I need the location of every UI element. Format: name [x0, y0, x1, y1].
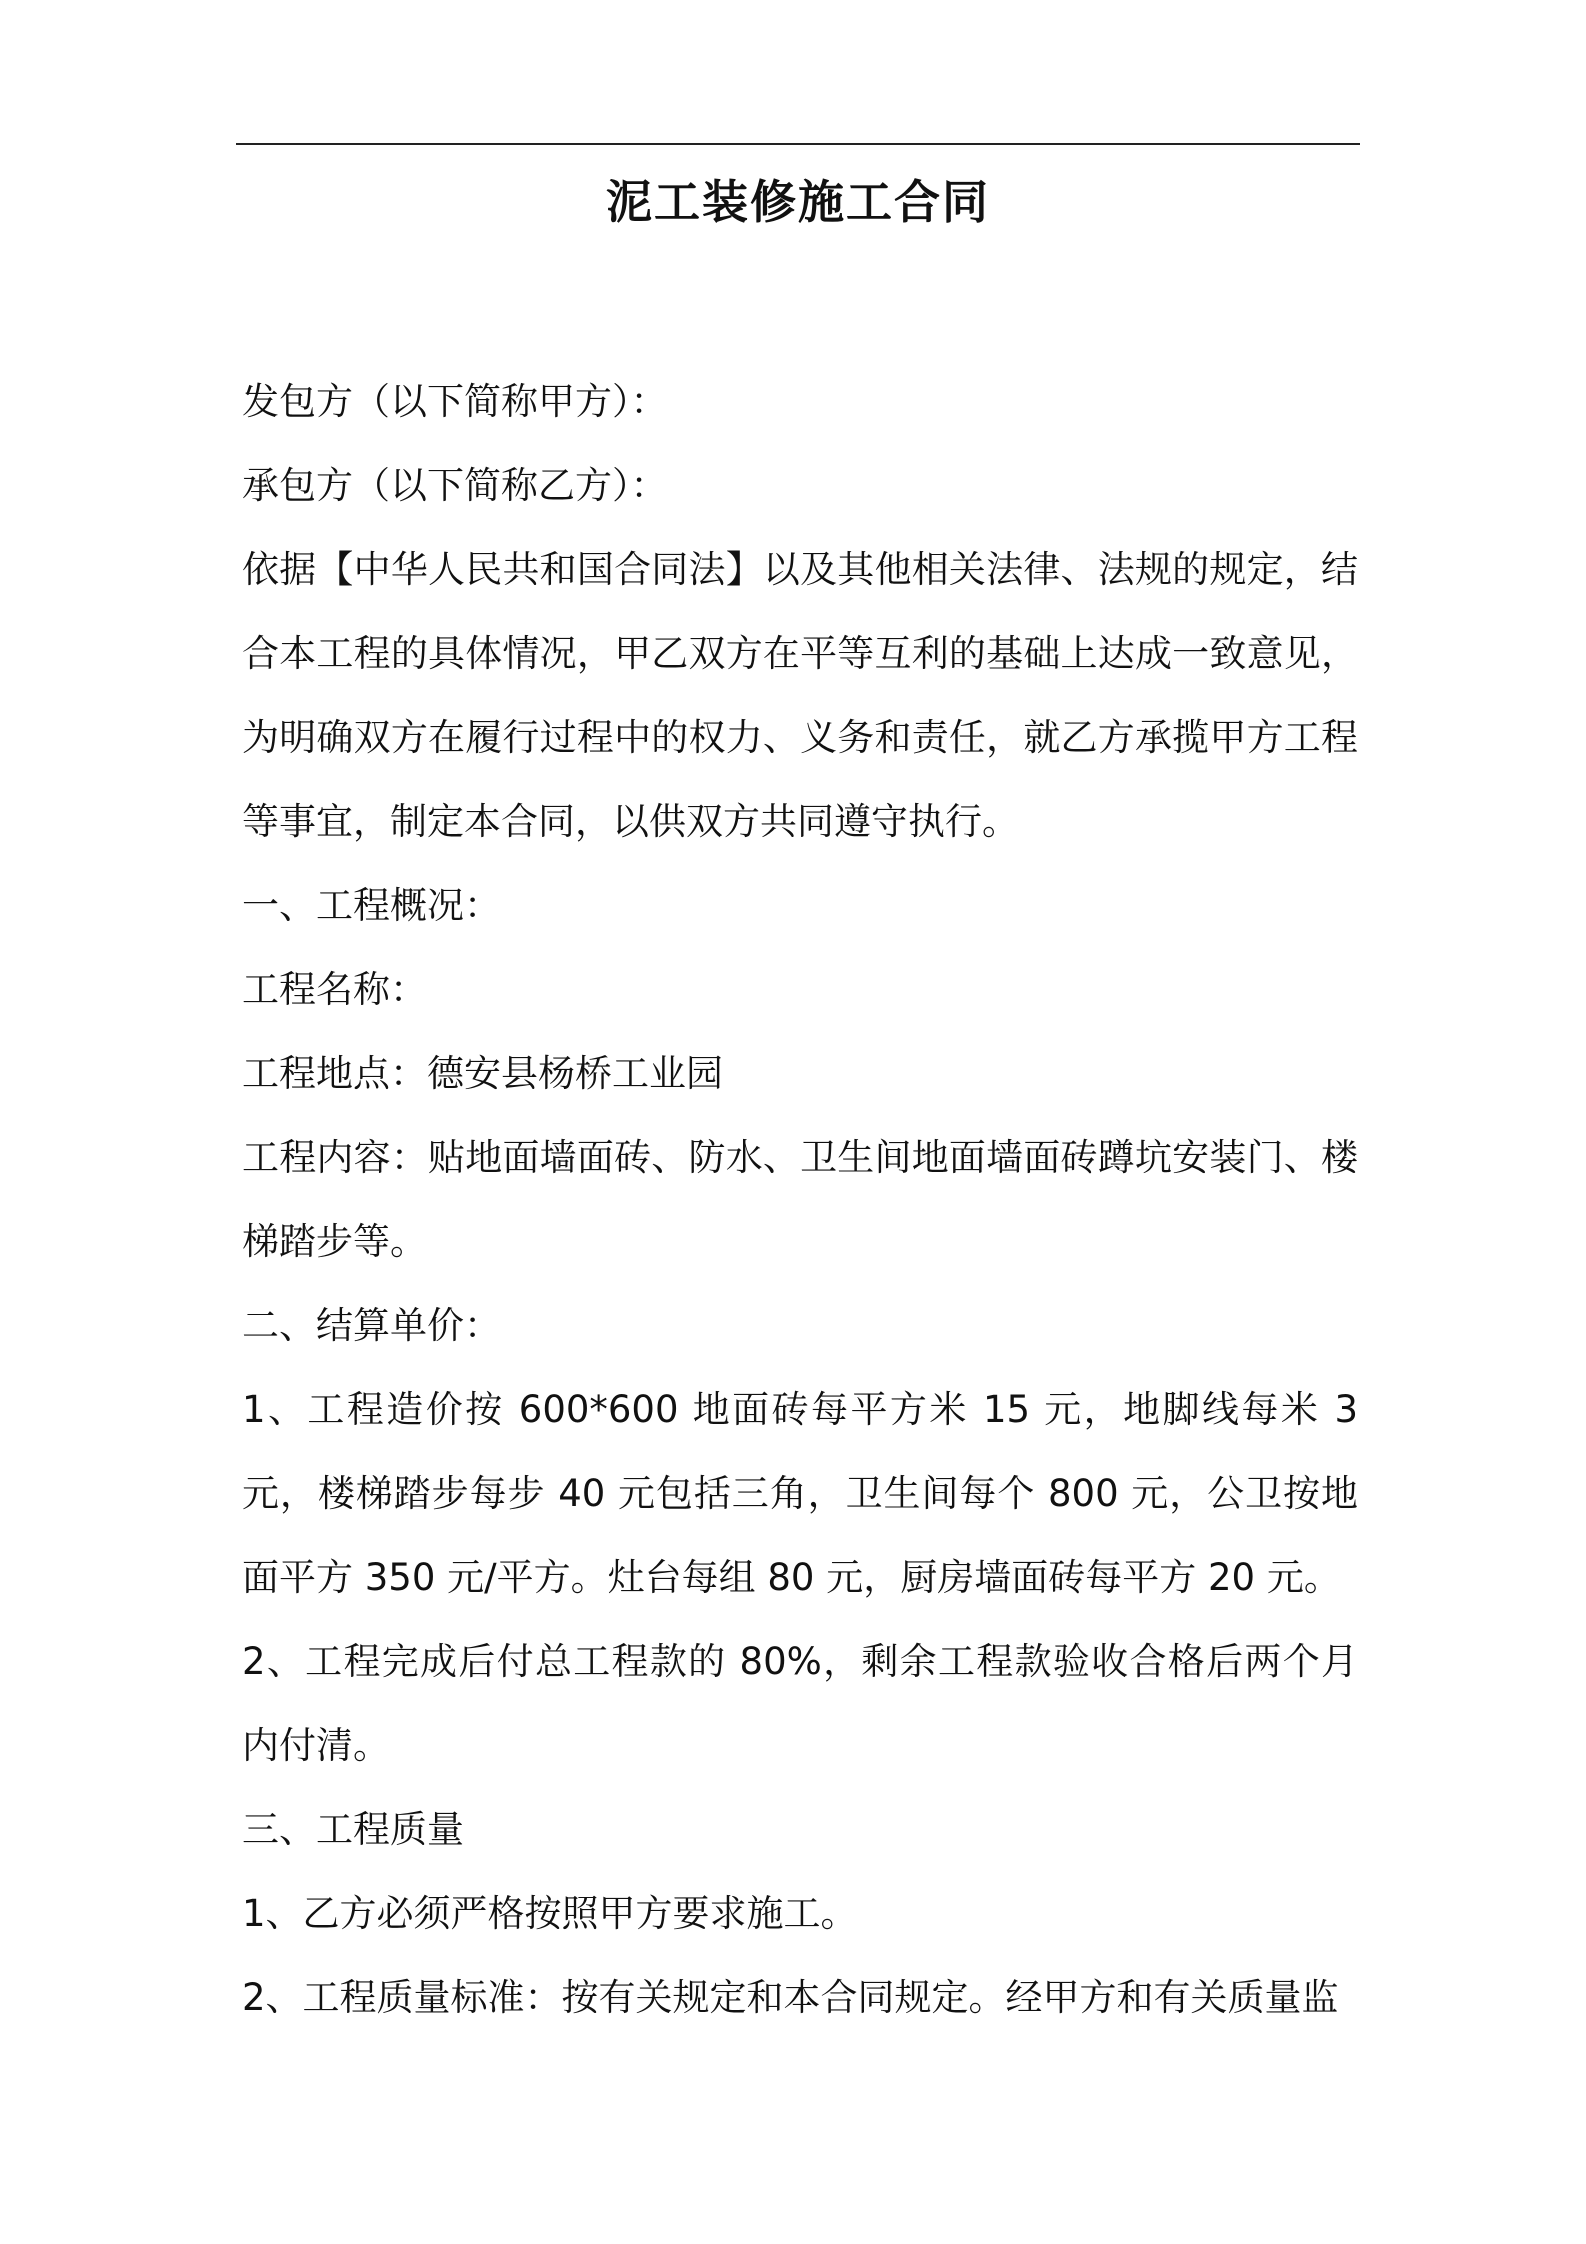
section-heading-overview: 一、工程概况：	[242, 884, 501, 927]
document-title: 泥工装修施工合同	[606, 175, 990, 229]
pricing-item-1: 1、工程造价按 600*600 地面砖每平方米 15 元，地脚线每米 3 元，楼梯踏步每步 40 元包括三角，卫生间每个 800 元，公卫按地面平方 350 元/平方。灶台每组 80 元，厨房墙面砖每平方 20 元。	[242, 1388, 1358, 1599]
pricing-item-2: 2、工程完成后付总工程款的 80%，剩余工程款验收合格后两个月内付清。	[242, 1640, 1358, 1767]
project-name-line: 工程名称：	[242, 968, 427, 1011]
party-b-line: 承包方（以下简称乙方）：	[242, 464, 668, 507]
header-rule	[236, 143, 1360, 145]
preamble-paragraph: 依据【中华人民共和国合同法】以及其他相关法律、法规的规定，结合本工程的具体情况，甲乙双方在平等互利的基础上达成一致意见，为明确双方在履行过程中的权力、义务和责任，就乙方承揽甲方工程等事宜，制定本合同，以供双方共同遵守执行。	[242, 548, 1358, 843]
section-heading-pricing: 二、结算单价：	[242, 1304, 501, 1347]
project-content-line: 工程内容：贴地面墙面砖、防水、卫生间地面墙面砖蹲坑安装门、楼梯踏步等。	[242, 1136, 1358, 1263]
quality-item-1: 1、乙方必须严格按照甲方要求施工。	[242, 1892, 858, 1935]
party-a-line: 发包方（以下简称甲方）：	[242, 380, 668, 423]
quality-item-2: 2、工程质量标准：按有关规定和本合同规定。经甲方和有关质量监	[242, 1976, 1339, 2019]
document-body	[242, 360, 1358, 2040]
section-heading-quality: 三、工程质量	[242, 1808, 464, 1851]
project-location-line: 工程地点：德安县杨桥工业园	[242, 1052, 723, 1095]
